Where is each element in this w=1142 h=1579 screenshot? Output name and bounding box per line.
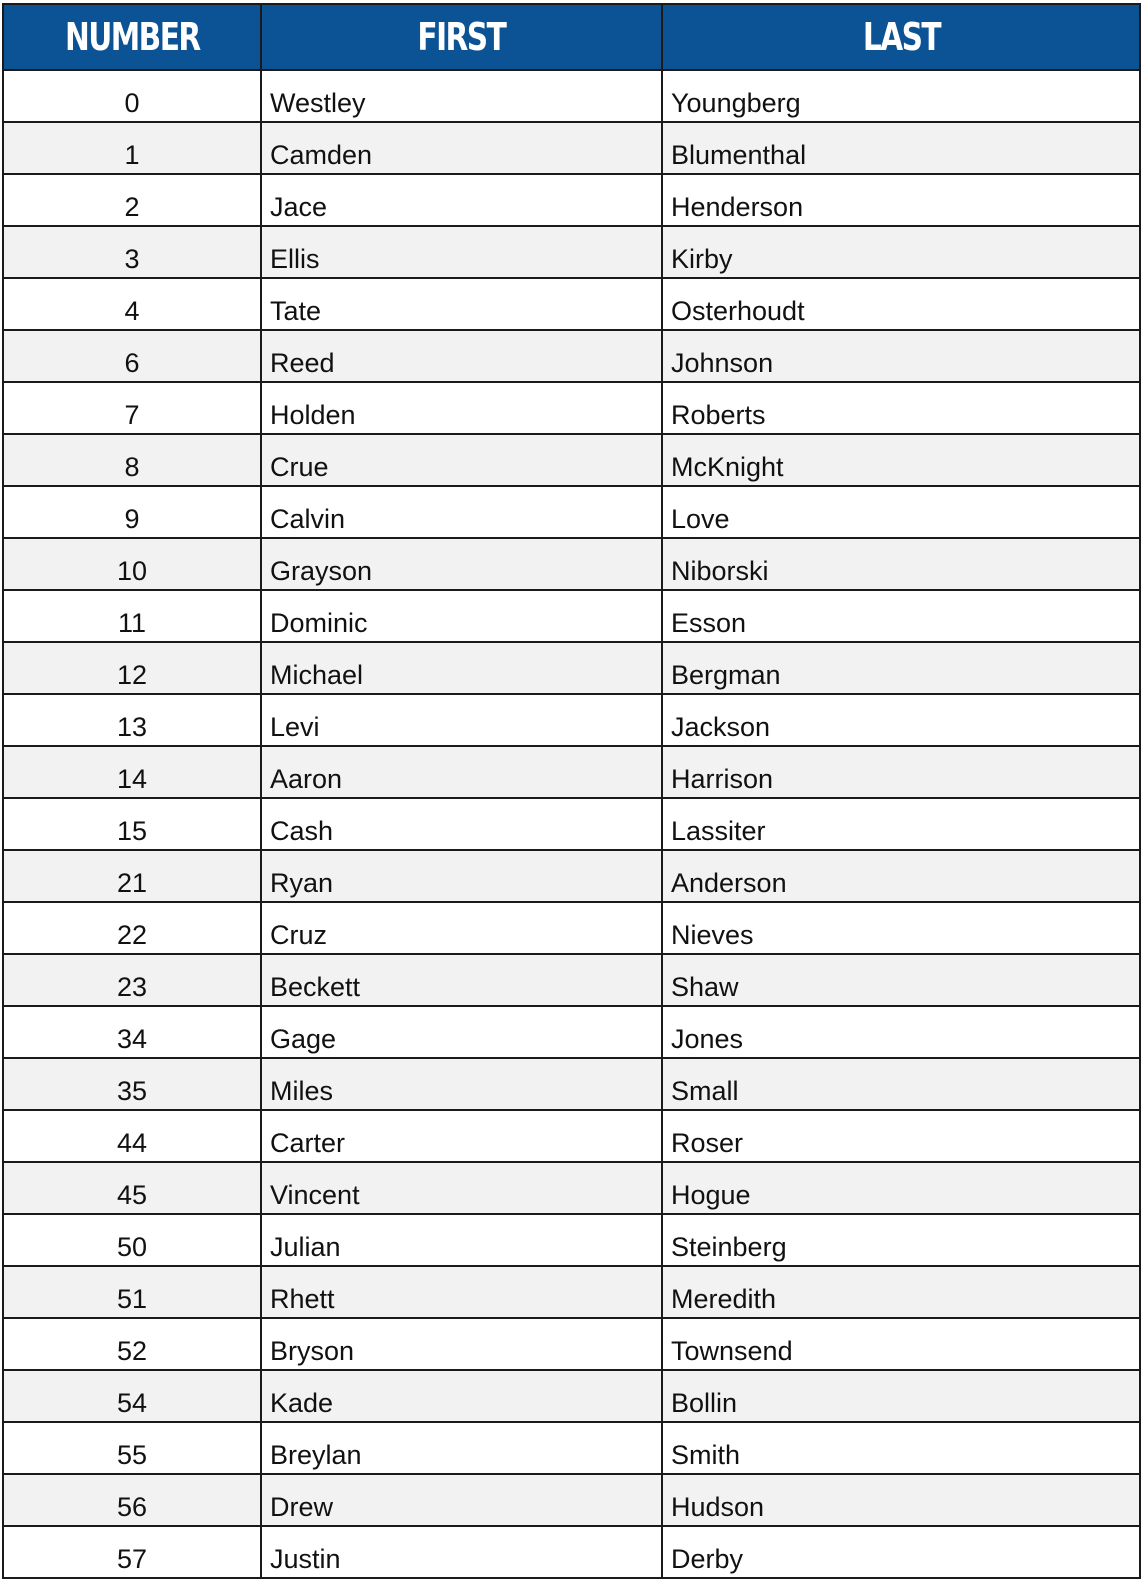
first-name-cell: Holden <box>261 382 662 434</box>
player-number-cell: 9 <box>3 486 261 538</box>
table-row <box>3 226 1140 278</box>
last-name-cell: Jackson <box>662 694 1140 746</box>
player-number-cell: 15 <box>3 798 261 850</box>
table-row <box>3 954 1140 1006</box>
table-row <box>3 1214 1140 1266</box>
table-row <box>3 538 1140 590</box>
first-name-cell: Cruz <box>261 902 662 954</box>
table-row <box>3 746 1140 798</box>
first-name-cell: Aaron <box>261 746 662 798</box>
table-row <box>3 590 1140 642</box>
first-name-cell: Camden <box>261 122 662 174</box>
player-number-cell: 57 <box>3 1526 261 1578</box>
last-name-cell: Nieves <box>662 902 1140 954</box>
player-number-cell: 3 <box>3 226 261 278</box>
column-header-first-label: FIRST <box>417 15 506 59</box>
table-row <box>3 1422 1140 1474</box>
last-name-cell: Lassiter <box>662 798 1140 850</box>
first-name-cell: Grayson <box>261 538 662 590</box>
table-row <box>3 694 1140 746</box>
table-row <box>3 1162 1140 1214</box>
last-name-cell: Henderson <box>662 174 1140 226</box>
first-name-cell: Dominic <box>261 590 662 642</box>
last-name-cell: Derby <box>662 1526 1140 1578</box>
player-number-cell: 55 <box>3 1422 261 1474</box>
table-row <box>3 1318 1140 1370</box>
first-name-cell: Rhett <box>261 1266 662 1318</box>
player-number-cell: 4 <box>3 278 261 330</box>
player-number-cell: 6 <box>3 330 261 382</box>
first-name-cell: Cash <box>261 798 662 850</box>
player-number-cell: 0 <box>3 70 261 122</box>
first-name-cell: Kade <box>261 1370 662 1422</box>
table-row <box>3 434 1140 486</box>
table-row <box>3 1526 1140 1578</box>
column-header-last-label: LAST <box>862 15 940 59</box>
table-row <box>3 642 1140 694</box>
table-row <box>3 278 1140 330</box>
player-number-cell: 52 <box>3 1318 261 1370</box>
last-name-cell: Niborski <box>662 538 1140 590</box>
last-name-cell: Blumenthal <box>662 122 1140 174</box>
table-row <box>3 174 1140 226</box>
table-row <box>3 1474 1140 1526</box>
last-name-cell: Meredith <box>662 1266 1140 1318</box>
last-name-cell: Osterhoudt <box>662 278 1140 330</box>
table-row <box>3 798 1140 850</box>
table-row <box>3 1006 1140 1058</box>
first-name-cell: Ellis <box>261 226 662 278</box>
player-number-cell: 51 <box>3 1266 261 1318</box>
table-row <box>3 850 1140 902</box>
table-row <box>3 1058 1140 1110</box>
player-number-cell: 8 <box>3 434 261 486</box>
roster-table <box>2 3 1141 1579</box>
last-name-cell: Johnson <box>662 330 1140 382</box>
first-name-cell: Jace <box>261 174 662 226</box>
last-name-cell: McKnight <box>662 434 1140 486</box>
header-row <box>3 4 1140 70</box>
table-row <box>3 902 1140 954</box>
first-name-cell: Breylan <box>261 1422 662 1474</box>
player-number-cell: 21 <box>3 850 261 902</box>
player-number-cell: 50 <box>3 1214 261 1266</box>
player-number-cell: 13 <box>3 694 261 746</box>
first-name-cell: Reed <box>261 330 662 382</box>
player-number-cell: 23 <box>3 954 261 1006</box>
last-name-cell: Hudson <box>662 1474 1140 1526</box>
last-name-cell: Hogue <box>662 1162 1140 1214</box>
last-name-cell: Kirby <box>662 226 1140 278</box>
first-name-cell: Drew <box>261 1474 662 1526</box>
column-header-number <box>3 4 261 70</box>
first-name-cell: Calvin <box>261 486 662 538</box>
table-row <box>3 122 1140 174</box>
player-number-cell: 22 <box>3 902 261 954</box>
player-number-cell: 44 <box>3 1110 261 1162</box>
last-name-cell: Youngberg <box>662 70 1140 122</box>
player-number-cell: 11 <box>3 590 261 642</box>
player-number-cell: 1 <box>3 122 261 174</box>
column-header-number-label: NUMBER <box>64 15 200 59</box>
player-number-cell: 7 <box>3 382 261 434</box>
player-number-cell: 12 <box>3 642 261 694</box>
last-name-cell: Smith <box>662 1422 1140 1474</box>
first-name-cell: Bryson <box>261 1318 662 1370</box>
first-name-cell: Tate <box>261 278 662 330</box>
table-row <box>3 330 1140 382</box>
first-name-cell: Justin <box>261 1526 662 1578</box>
column-header-last <box>662 4 1140 70</box>
table-header <box>3 4 1140 70</box>
last-name-cell: Roser <box>662 1110 1140 1162</box>
column-header-first <box>261 4 662 70</box>
first-name-cell: Ryan <box>261 850 662 902</box>
table-row <box>3 1370 1140 1422</box>
last-name-cell: Small <box>662 1058 1140 1110</box>
first-name-cell: Miles <box>261 1058 662 1110</box>
player-number-cell: 14 <box>3 746 261 798</box>
table-row <box>3 1266 1140 1318</box>
last-name-cell: Townsend <box>662 1318 1140 1370</box>
player-number-cell: 35 <box>3 1058 261 1110</box>
player-number-cell: 2 <box>3 174 261 226</box>
first-name-cell: Westley <box>261 70 662 122</box>
first-name-cell: Crue <box>261 434 662 486</box>
last-name-cell: Roberts <box>662 382 1140 434</box>
player-number-cell: 10 <box>3 538 261 590</box>
first-name-cell: Michael <box>261 642 662 694</box>
table-row <box>3 382 1140 434</box>
table-body <box>3 70 1140 1578</box>
player-number-cell: 34 <box>3 1006 261 1058</box>
first-name-cell: Gage <box>261 1006 662 1058</box>
player-number-cell: 56 <box>3 1474 261 1526</box>
last-name-cell: Bergman <box>662 642 1140 694</box>
first-name-cell: Levi <box>261 694 662 746</box>
last-name-cell: Esson <box>662 590 1140 642</box>
first-name-cell: Vincent <box>261 1162 662 1214</box>
first-name-cell: Julian <box>261 1214 662 1266</box>
last-name-cell: Jones <box>662 1006 1140 1058</box>
first-name-cell: Beckett <box>261 954 662 1006</box>
table-row <box>3 486 1140 538</box>
last-name-cell: Bollin <box>662 1370 1140 1422</box>
last-name-cell: Love <box>662 486 1140 538</box>
last-name-cell: Harrison <box>662 746 1140 798</box>
last-name-cell: Shaw <box>662 954 1140 1006</box>
first-name-cell: Carter <box>261 1110 662 1162</box>
player-number-cell: 54 <box>3 1370 261 1422</box>
table-row <box>3 1110 1140 1162</box>
table-row <box>3 70 1140 122</box>
last-name-cell: Steinberg <box>662 1214 1140 1266</box>
last-name-cell: Anderson <box>662 850 1140 902</box>
player-number-cell: 45 <box>3 1162 261 1214</box>
